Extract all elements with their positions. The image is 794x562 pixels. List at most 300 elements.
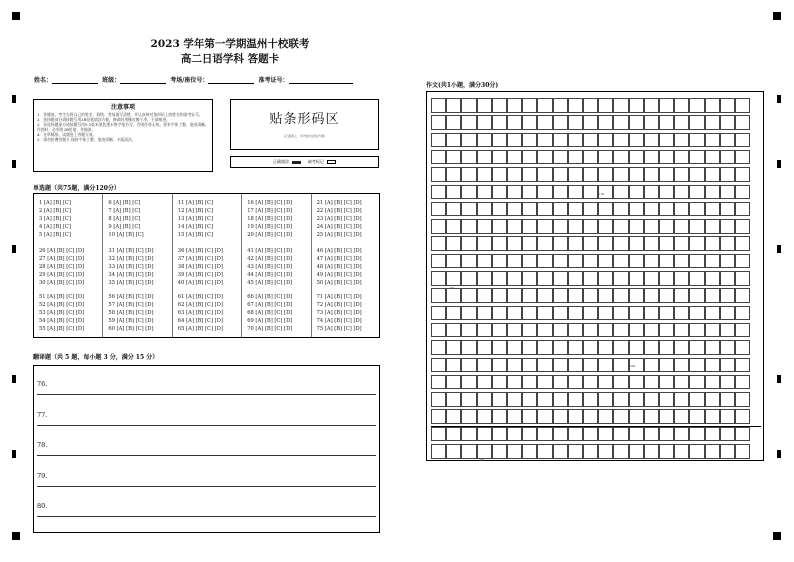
essay-cell[interactable] bbox=[674, 427, 689, 442]
essay-cell[interactable] bbox=[522, 306, 537, 321]
essay-cell[interactable] bbox=[507, 323, 522, 338]
essay-cell[interactable] bbox=[568, 133, 583, 148]
mc-question-item[interactable]: 38 [A] [B] [C] [D] bbox=[177, 264, 223, 270]
essay-cell[interactable] bbox=[537, 254, 552, 269]
essay-cell[interactable] bbox=[613, 375, 628, 390]
essay-cell[interactable] bbox=[674, 115, 689, 130]
essay-cell[interactable] bbox=[705, 167, 720, 182]
essay-cell[interactable] bbox=[644, 375, 659, 390]
essay-cell[interactable] bbox=[492, 392, 507, 407]
mc-question-item[interactable]: 6 [A] [B] [C] bbox=[108, 200, 141, 206]
essay-cell[interactable] bbox=[446, 202, 461, 217]
essay-cell[interactable] bbox=[674, 150, 689, 165]
essay-cell[interactable] bbox=[553, 427, 568, 442]
mc-question-item[interactable]: 41 [A] [B] [C] [D] bbox=[247, 248, 293, 254]
mc-question-item[interactable]: 62 [A] [B] [C] [D] bbox=[177, 302, 223, 308]
mc-question-item[interactable]: 22 [A] [B] [C] [D] bbox=[316, 208, 362, 214]
essay-cell[interactable] bbox=[705, 98, 720, 113]
essay-cell[interactable] bbox=[583, 340, 598, 355]
mc-question-item[interactable]: 32 [A] [B] [C] [D] bbox=[108, 256, 154, 262]
essay-cell[interactable] bbox=[674, 340, 689, 355]
essay-cell[interactable] bbox=[507, 288, 522, 303]
mc-question-item[interactable]: 20 [A] [B] [C] [D] bbox=[247, 232, 293, 238]
mc-question-item[interactable]: 55 [A] [B] [C] [D] bbox=[39, 326, 85, 332]
mc-question-item[interactable]: 14 [A] [B] [C] bbox=[177, 224, 214, 230]
essay-cell[interactable] bbox=[705, 133, 720, 148]
mc-question-item[interactable]: 19 [A] [B] [C] [D] bbox=[247, 224, 293, 230]
essay-cell[interactable] bbox=[431, 271, 446, 286]
essay-cell[interactable] bbox=[522, 375, 537, 390]
mc-question-item[interactable]: 42 [A] [B] [C] [D] bbox=[247, 256, 293, 262]
essay-cell[interactable] bbox=[461, 444, 476, 459]
essay-cell[interactable] bbox=[644, 427, 659, 442]
essay-cell[interactable] bbox=[446, 98, 461, 113]
essay-cell[interactable] bbox=[507, 444, 522, 459]
essay-cell[interactable] bbox=[720, 340, 735, 355]
essay-cell[interactable] bbox=[583, 358, 598, 373]
essay-cell[interactable] bbox=[613, 150, 628, 165]
essay-cell[interactable] bbox=[720, 409, 735, 424]
essay-cell[interactable] bbox=[644, 271, 659, 286]
essay-cell[interactable] bbox=[629, 150, 644, 165]
essay-cell[interactable] bbox=[568, 98, 583, 113]
essay-cell[interactable] bbox=[720, 392, 735, 407]
essay-cell[interactable] bbox=[659, 427, 674, 442]
mc-question-item[interactable]: 7 [A] [B] [C] bbox=[108, 208, 141, 214]
mc-question-item[interactable]: 15 [A] [B] [C] bbox=[177, 232, 214, 238]
essay-cell[interactable] bbox=[689, 288, 704, 303]
essay-cell[interactable] bbox=[492, 358, 507, 373]
essay-cell[interactable] bbox=[735, 392, 750, 407]
essay-cell[interactable] bbox=[537, 340, 552, 355]
essay-cell[interactable] bbox=[537, 98, 552, 113]
essay-cell[interactable] bbox=[507, 115, 522, 130]
essay-cell[interactable] bbox=[735, 167, 750, 182]
essay-cell[interactable] bbox=[659, 392, 674, 407]
essay-cell[interactable] bbox=[659, 288, 674, 303]
essay-cell[interactable] bbox=[446, 271, 461, 286]
essay-cell[interactable] bbox=[613, 444, 628, 459]
mc-question-item[interactable]: 49 [A] [B] [C] [D] bbox=[316, 272, 362, 278]
mc-question-item[interactable]: 2 [A] [B] [C] bbox=[39, 208, 71, 214]
essay-cell[interactable] bbox=[598, 98, 613, 113]
essay-cell[interactable] bbox=[537, 202, 552, 217]
essay-cell[interactable] bbox=[659, 185, 674, 200]
essay-cell[interactable] bbox=[568, 323, 583, 338]
essay-cell[interactable] bbox=[659, 133, 674, 148]
essay-cell[interactable] bbox=[537, 185, 552, 200]
essay-cell[interactable] bbox=[720, 306, 735, 321]
mc-question-item[interactable]: 17 [A] [B] [C] [D] bbox=[247, 208, 293, 214]
essay-cell[interactable] bbox=[553, 98, 568, 113]
essay-cell[interactable] bbox=[629, 98, 644, 113]
essay-cell[interactable] bbox=[522, 392, 537, 407]
essay-cell[interactable] bbox=[507, 254, 522, 269]
essay-cell[interactable] bbox=[446, 375, 461, 390]
essay-cell[interactable] bbox=[461, 288, 476, 303]
essay-cell[interactable] bbox=[477, 219, 492, 234]
mc-question-item[interactable]: 12 [A] [B] [C] bbox=[177, 208, 214, 214]
essay-cell[interactable] bbox=[583, 444, 598, 459]
mc-question-item[interactable]: 56 [A] [B] [C] [D] bbox=[108, 294, 154, 300]
essay-cell[interactable] bbox=[689, 185, 704, 200]
mc-question-item[interactable]: 44 [A] [B] [C] [D] bbox=[247, 272, 293, 278]
essay-cell[interactable] bbox=[492, 167, 507, 182]
essay-cell[interactable] bbox=[477, 358, 492, 373]
mc-question-item[interactable]: 46 [A] [B] [C] [D] bbox=[316, 248, 362, 254]
essay-cell[interactable] bbox=[477, 375, 492, 390]
essay-cell[interactable] bbox=[431, 375, 446, 390]
essay-cell[interactable] bbox=[568, 288, 583, 303]
essay-cell[interactable] bbox=[553, 185, 568, 200]
essay-cell[interactable] bbox=[689, 340, 704, 355]
mc-question-item[interactable]: 57 [A] [B] [C] [D] bbox=[108, 302, 154, 308]
essay-cell[interactable] bbox=[446, 219, 461, 234]
essay-cell[interactable] bbox=[477, 323, 492, 338]
essay-cell[interactable] bbox=[644, 167, 659, 182]
essay-cell[interactable] bbox=[461, 202, 476, 217]
essay-cell[interactable] bbox=[446, 340, 461, 355]
essay-cell[interactable] bbox=[537, 271, 552, 286]
essay-cell[interactable] bbox=[461, 133, 476, 148]
essay-cell[interactable] bbox=[553, 219, 568, 234]
class-field[interactable] bbox=[120, 78, 166, 84]
essay-cell[interactable] bbox=[477, 150, 492, 165]
essay-cell[interactable] bbox=[689, 150, 704, 165]
essay-cell[interactable] bbox=[705, 358, 720, 373]
essay-cell[interactable] bbox=[689, 375, 704, 390]
essay-cell[interactable] bbox=[629, 427, 644, 442]
essay-cell[interactable] bbox=[644, 306, 659, 321]
mc-question-item[interactable]: 34 [A] [B] [C] [D] bbox=[108, 272, 154, 278]
essay-cell[interactable] bbox=[583, 271, 598, 286]
essay-cell[interactable] bbox=[583, 323, 598, 338]
essay-cell[interactable] bbox=[431, 323, 446, 338]
essay-cell[interactable] bbox=[705, 427, 720, 442]
essay-cell[interactable] bbox=[431, 185, 446, 200]
essay-cell[interactable] bbox=[689, 271, 704, 286]
mc-question-item[interactable]: 71 [A] [B] [C] [D] bbox=[316, 294, 362, 300]
essay-cell[interactable] bbox=[689, 392, 704, 407]
essay-cell[interactable] bbox=[477, 340, 492, 355]
mc-question-item[interactable]: 24 [A] [B] [C] [D] bbox=[316, 224, 362, 230]
essay-cell[interactable] bbox=[705, 323, 720, 338]
essay-cell[interactable] bbox=[537, 219, 552, 234]
essay-cell[interactable] bbox=[735, 323, 750, 338]
essay-cell[interactable] bbox=[507, 392, 522, 407]
essay-cell[interactable] bbox=[522, 323, 537, 338]
essay-cell[interactable] bbox=[735, 150, 750, 165]
essay-cell[interactable] bbox=[629, 236, 644, 251]
essay-cell[interactable] bbox=[598, 167, 613, 182]
essay-cell[interactable] bbox=[446, 185, 461, 200]
essay-cell[interactable] bbox=[492, 288, 507, 303]
essay-cell[interactable] bbox=[477, 167, 492, 182]
essay-cell[interactable] bbox=[583, 427, 598, 442]
essay-cell[interactable] bbox=[644, 202, 659, 217]
essay-cell[interactable] bbox=[537, 444, 552, 459]
essay-cell[interactable] bbox=[644, 133, 659, 148]
essay-cell[interactable] bbox=[553, 409, 568, 424]
essay-cell[interactable] bbox=[477, 306, 492, 321]
essay-cell[interactable] bbox=[613, 98, 628, 113]
mc-question-item[interactable]: 11 [A] [B] [C] bbox=[177, 200, 214, 206]
essay-cell[interactable] bbox=[674, 98, 689, 113]
essay-cell[interactable] bbox=[477, 254, 492, 269]
essay-cell[interactable] bbox=[735, 358, 750, 373]
translation-answer-line[interactable] bbox=[37, 455, 376, 456]
essay-cell[interactable] bbox=[674, 392, 689, 407]
essay-cell[interactable] bbox=[568, 115, 583, 130]
essay-cell[interactable] bbox=[644, 236, 659, 251]
mc-question-item[interactable]: 60 [A] [B] [C] [D] bbox=[108, 326, 154, 332]
mc-question-item[interactable]: 58 [A] [B] [C] [D] bbox=[108, 310, 154, 316]
essay-cell[interactable] bbox=[735, 133, 750, 148]
essay-cell[interactable] bbox=[431, 98, 446, 113]
essay-cell[interactable] bbox=[477, 202, 492, 217]
essay-cell[interactable] bbox=[553, 323, 568, 338]
essay-cell[interactable] bbox=[705, 150, 720, 165]
essay-cell[interactable] bbox=[537, 375, 552, 390]
essay-cell[interactable] bbox=[674, 219, 689, 234]
essay-cell[interactable] bbox=[568, 427, 583, 442]
essay-cell[interactable] bbox=[461, 392, 476, 407]
essay-cell[interactable] bbox=[568, 185, 583, 200]
essay-cell[interactable] bbox=[568, 392, 583, 407]
essay-cell[interactable] bbox=[553, 306, 568, 321]
essay-cell[interactable] bbox=[735, 375, 750, 390]
essay-cell[interactable] bbox=[598, 288, 613, 303]
essay-cell[interactable] bbox=[659, 202, 674, 217]
mc-question-item[interactable]: 50 [A] [B] [C] [D] bbox=[316, 280, 362, 286]
mc-question-item[interactable]: 66 [A] [B] [C] [D] bbox=[247, 294, 293, 300]
mc-question-item[interactable]: 73 [A] [B] [C] [D] bbox=[316, 310, 362, 316]
essay-cell[interactable] bbox=[689, 133, 704, 148]
essay-cell[interactable] bbox=[735, 306, 750, 321]
essay-cell[interactable] bbox=[537, 358, 552, 373]
essay-cell[interactable] bbox=[583, 98, 598, 113]
essay-cell[interactable] bbox=[674, 375, 689, 390]
essay-cell[interactable] bbox=[431, 254, 446, 269]
mc-question-item[interactable]: 65 [A] [B] [C] [D] bbox=[177, 326, 223, 332]
essay-cell[interactable] bbox=[431, 236, 446, 251]
essay-cell[interactable] bbox=[598, 306, 613, 321]
mc-question-item[interactable]: 18 [A] [B] [C] [D] bbox=[247, 216, 293, 222]
essay-cell[interactable] bbox=[720, 133, 735, 148]
essay-cell[interactable] bbox=[553, 133, 568, 148]
essay-cell[interactable] bbox=[720, 288, 735, 303]
essay-cell[interactable] bbox=[431, 392, 446, 407]
essay-cell[interactable] bbox=[720, 115, 735, 130]
essay-cell[interactable] bbox=[705, 306, 720, 321]
essay-cell[interactable] bbox=[537, 392, 552, 407]
mc-question-item[interactable]: 5 [A] [B] [C] bbox=[39, 232, 71, 238]
essay-cell[interactable] bbox=[492, 202, 507, 217]
essay-cell[interactable] bbox=[568, 306, 583, 321]
essay-cell[interactable] bbox=[689, 236, 704, 251]
essay-cell[interactable] bbox=[689, 409, 704, 424]
essay-cell[interactable] bbox=[492, 219, 507, 234]
essay-cell[interactable] bbox=[689, 202, 704, 217]
essay-cell[interactable] bbox=[583, 133, 598, 148]
essay-cell[interactable] bbox=[598, 323, 613, 338]
essay-cell[interactable] bbox=[629, 185, 644, 200]
essay-cell[interactable] bbox=[674, 133, 689, 148]
mc-question-item[interactable]: 1 [A] [B] [C] bbox=[39, 200, 71, 206]
essay-cell[interactable] bbox=[613, 167, 628, 182]
essay-cell[interactable] bbox=[720, 150, 735, 165]
mc-question-item[interactable]: 63 [A] [B] [C] [D] bbox=[177, 310, 223, 316]
essay-cell[interactable] bbox=[613, 236, 628, 251]
mc-question-item[interactable]: 26 [A] [B] [C] [D] bbox=[39, 248, 85, 254]
mc-question-item[interactable]: 21 [A] [B] [C] [D] bbox=[316, 200, 362, 206]
essay-cell[interactable] bbox=[507, 340, 522, 355]
essay-cell[interactable] bbox=[431, 115, 446, 130]
essay-cell[interactable] bbox=[629, 271, 644, 286]
essay-cell[interactable] bbox=[461, 150, 476, 165]
essay-cell[interactable] bbox=[629, 375, 644, 390]
essay-cell[interactable] bbox=[522, 236, 537, 251]
essay-cell[interactable] bbox=[735, 271, 750, 286]
essay-cell[interactable] bbox=[446, 323, 461, 338]
room-field[interactable] bbox=[208, 78, 254, 84]
essay-cell[interactable] bbox=[598, 444, 613, 459]
mc-question-item[interactable]: 68 [A] [B] [C] [D] bbox=[247, 310, 293, 316]
mc-question-item[interactable]: 9 [A] [B] [C] bbox=[108, 224, 141, 230]
essay-cell[interactable] bbox=[507, 185, 522, 200]
mc-question-item[interactable]: 67 [A] [B] [C] [D] bbox=[247, 302, 293, 308]
essay-cell[interactable] bbox=[659, 236, 674, 251]
essay-cell[interactable] bbox=[477, 98, 492, 113]
essay-cell[interactable] bbox=[644, 185, 659, 200]
essay-cell[interactable] bbox=[568, 409, 583, 424]
essay-cell[interactable] bbox=[522, 202, 537, 217]
essay-cell[interactable] bbox=[522, 98, 537, 113]
essay-cell[interactable] bbox=[659, 115, 674, 130]
essay-cell[interactable] bbox=[492, 444, 507, 459]
exam-id-field[interactable] bbox=[289, 78, 353, 84]
mc-question-item[interactable]: 30 [A] [B] [C] [D] bbox=[39, 280, 85, 286]
essay-cell[interactable] bbox=[446, 150, 461, 165]
essay-cell[interactable] bbox=[705, 219, 720, 234]
essay-cell[interactable] bbox=[583, 288, 598, 303]
essay-cell[interactable] bbox=[507, 202, 522, 217]
essay-cell[interactable] bbox=[477, 271, 492, 286]
essay-cell[interactable] bbox=[461, 219, 476, 234]
essay-cell[interactable] bbox=[629, 340, 644, 355]
essay-cell[interactable] bbox=[705, 115, 720, 130]
essay-cell[interactable] bbox=[568, 202, 583, 217]
essay-cell[interactable] bbox=[720, 219, 735, 234]
essay-cell[interactable] bbox=[705, 340, 720, 355]
essay-cell[interactable] bbox=[720, 236, 735, 251]
essay-cell[interactable] bbox=[507, 358, 522, 373]
essay-cell[interactable] bbox=[583, 306, 598, 321]
essay-cell[interactable] bbox=[689, 444, 704, 459]
essay-cell[interactable] bbox=[492, 271, 507, 286]
essay-cell[interactable] bbox=[659, 375, 674, 390]
essay-cell[interactable] bbox=[446, 254, 461, 269]
essay-cell[interactable] bbox=[461, 254, 476, 269]
essay-cell[interactable] bbox=[705, 375, 720, 390]
essay-cell[interactable] bbox=[446, 409, 461, 424]
essay-cell[interactable] bbox=[507, 375, 522, 390]
essay-cell[interactable] bbox=[568, 271, 583, 286]
essay-cell[interactable] bbox=[461, 115, 476, 130]
essay-cell[interactable] bbox=[461, 98, 476, 113]
essay-cell[interactable] bbox=[644, 288, 659, 303]
essay-cell[interactable] bbox=[553, 150, 568, 165]
essay-cell[interactable] bbox=[583, 375, 598, 390]
essay-cell[interactable] bbox=[598, 236, 613, 251]
essay-cell[interactable] bbox=[583, 202, 598, 217]
essay-cell[interactable] bbox=[689, 323, 704, 338]
essay-cell[interactable] bbox=[689, 167, 704, 182]
essay-cell[interactable] bbox=[674, 185, 689, 200]
essay-cell[interactable] bbox=[629, 409, 644, 424]
essay-cell[interactable] bbox=[568, 219, 583, 234]
essay-cell[interactable] bbox=[522, 185, 537, 200]
essay-cell[interactable] bbox=[492, 409, 507, 424]
essay-cell[interactable] bbox=[507, 409, 522, 424]
essay-cell[interactable] bbox=[598, 392, 613, 407]
essay-cell[interactable] bbox=[598, 133, 613, 148]
essay-cell[interactable] bbox=[553, 392, 568, 407]
essay-cell[interactable] bbox=[629, 167, 644, 182]
essay-cell[interactable] bbox=[507, 236, 522, 251]
essay-cell[interactable] bbox=[461, 167, 476, 182]
absent-mark-box[interactable] bbox=[327, 160, 336, 164]
essay-cell[interactable] bbox=[461, 185, 476, 200]
essay-cell[interactable] bbox=[659, 254, 674, 269]
essay-cell[interactable] bbox=[629, 323, 644, 338]
essay-cell[interactable] bbox=[613, 271, 628, 286]
essay-cell[interactable] bbox=[613, 323, 628, 338]
mc-question-item[interactable]: 16 [A] [B] [C] [D] bbox=[247, 200, 293, 206]
mc-question-item[interactable]: 72 [A] [B] [C] [D] bbox=[316, 302, 362, 308]
essay-cell[interactable] bbox=[720, 254, 735, 269]
essay-cell[interactable] bbox=[446, 288, 461, 303]
essay-cell[interactable] bbox=[720, 323, 735, 338]
essay-cell[interactable] bbox=[720, 271, 735, 286]
mc-question-item[interactable]: 39 [A] [B] [C] [D] bbox=[177, 272, 223, 278]
essay-cell[interactable] bbox=[431, 306, 446, 321]
essay-cell[interactable] bbox=[735, 254, 750, 269]
essay-cell[interactable] bbox=[613, 202, 628, 217]
mc-question-item[interactable]: 48 [A] [B] [C] [D] bbox=[316, 264, 362, 270]
essay-cell[interactable] bbox=[674, 236, 689, 251]
essay-cell[interactable] bbox=[659, 444, 674, 459]
mc-question-item[interactable]: 35 [A] [B] [C] [D] bbox=[108, 280, 154, 286]
mc-question-item[interactable]: 69 [A] [B] [C] [D] bbox=[247, 318, 293, 324]
essay-cell[interactable] bbox=[689, 219, 704, 234]
mc-question-item[interactable]: 70 [A] [B] [C] [D] bbox=[247, 326, 293, 332]
essay-cell[interactable] bbox=[689, 115, 704, 130]
essay-cell[interactable] bbox=[537, 427, 552, 442]
essay-cell[interactable] bbox=[598, 150, 613, 165]
translation-answer-line[interactable] bbox=[37, 516, 376, 517]
essay-cell[interactable] bbox=[644, 219, 659, 234]
essay-cell[interactable] bbox=[492, 185, 507, 200]
essay-cell[interactable] bbox=[598, 375, 613, 390]
essay-cell[interactable] bbox=[644, 358, 659, 373]
mc-question-item[interactable]: 13 [A] [B] [C] bbox=[177, 216, 214, 222]
essay-cell[interactable] bbox=[461, 340, 476, 355]
essay-cell[interactable] bbox=[689, 358, 704, 373]
essay-cell[interactable] bbox=[583, 150, 598, 165]
essay-cell[interactable] bbox=[522, 358, 537, 373]
essay-cell[interactable] bbox=[477, 288, 492, 303]
